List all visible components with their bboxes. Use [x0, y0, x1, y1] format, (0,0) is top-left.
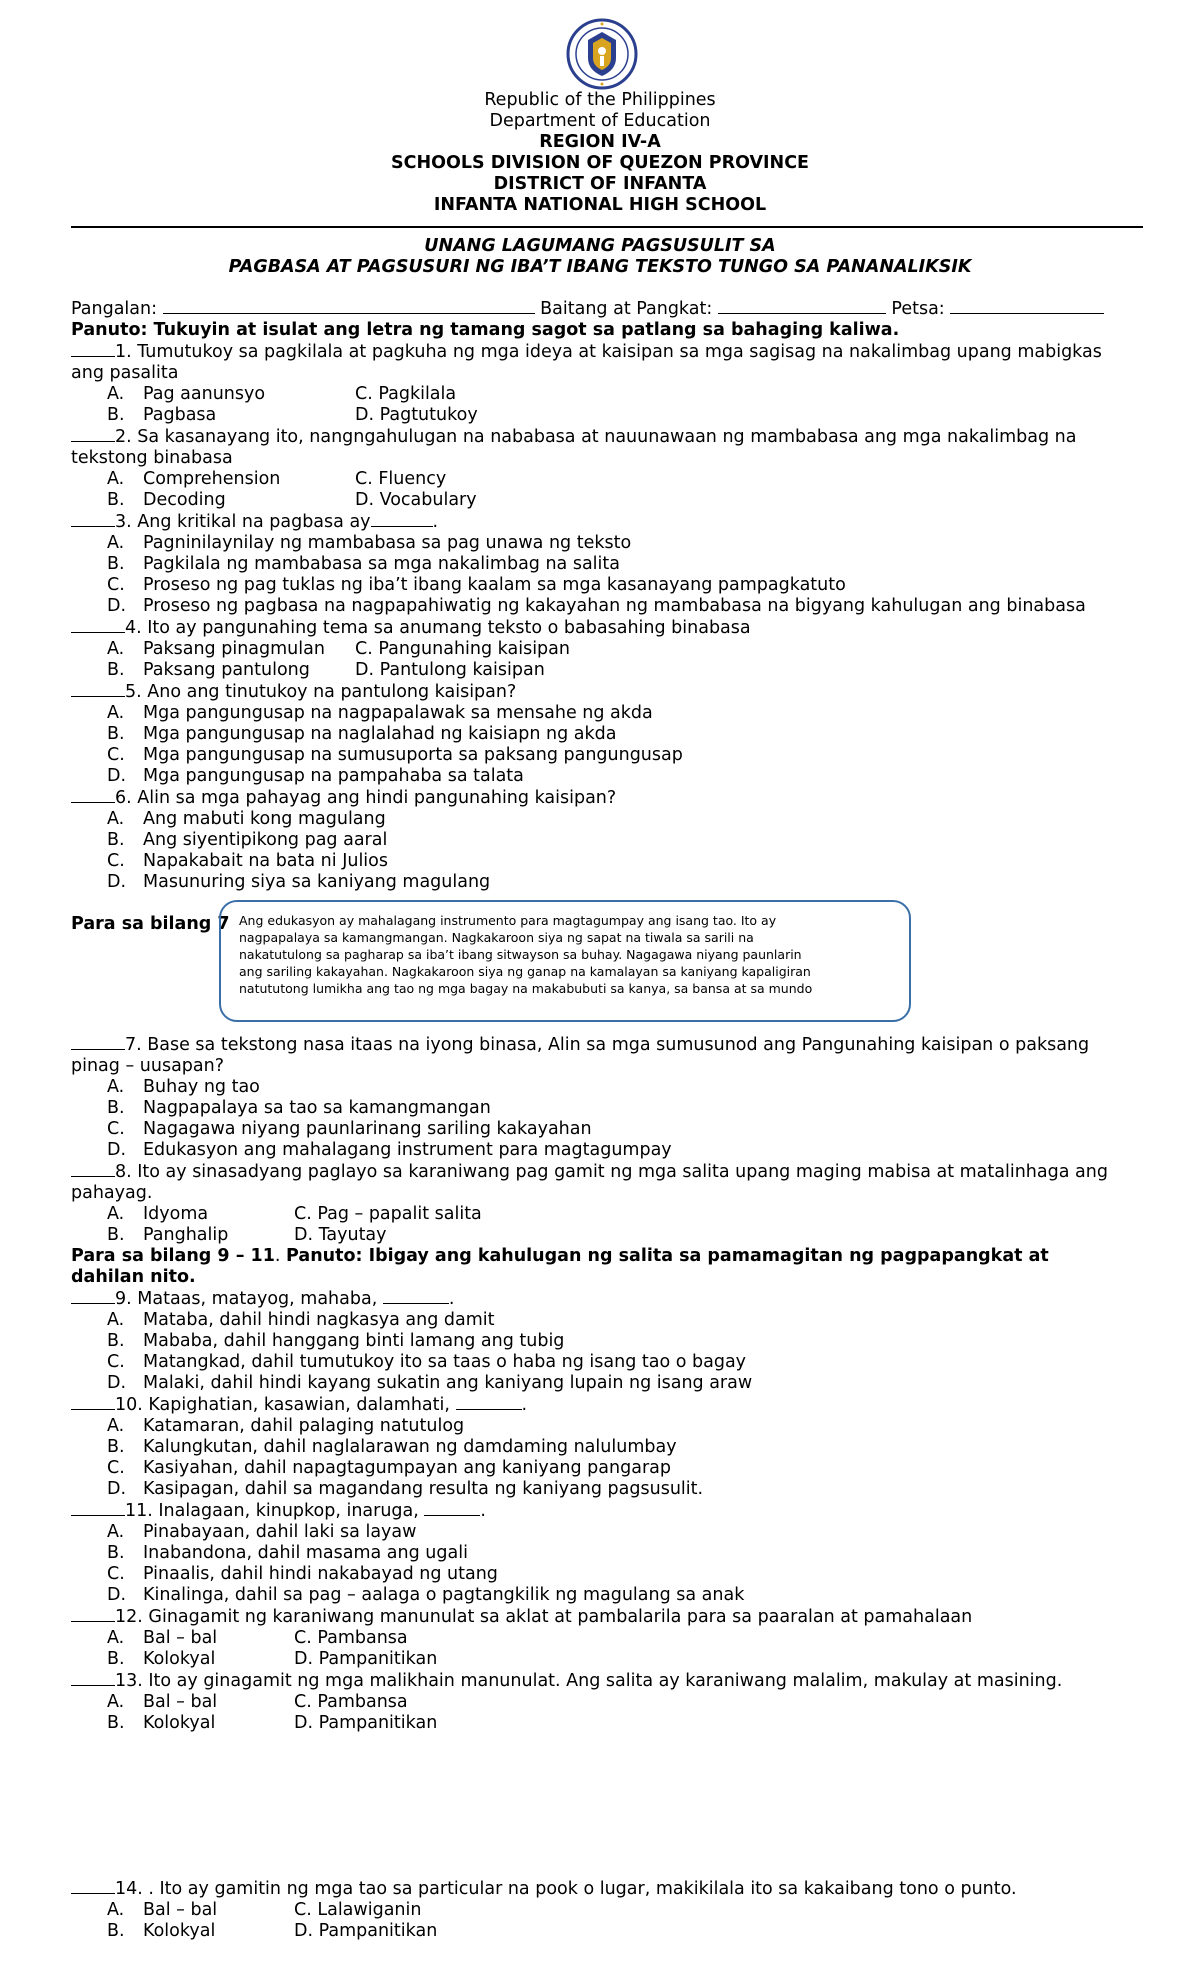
option-row [71, 1543, 1146, 1564]
option-letter: A. [107, 1628, 125, 1648]
option-row [71, 575, 1146, 596]
option-letter: C. [107, 745, 125, 765]
answer-blank-1[interactable] [71, 341, 115, 357]
header-division: SCHOOLS DIVISION OF QUEZON PROVINCE [391, 153, 809, 173]
question-13-text: 13. Ito ay ginagamit ng mga malikhain manunulat. Ang salita ay karaniwang malalim, makulay at masining. [115, 1671, 1063, 1691]
answer-blank-14[interactable] [71, 1878, 115, 1894]
question-12-text: 12. Ginagamit ng karaniwang manunulat sa aklat at pambalarila para sa paaralan at pamahalaan [115, 1607, 973, 1627]
option-d: Kasipagan, dahil sa magandang resulta ng kaniyang pagsusulit. [143, 1479, 704, 1499]
question-8 [71, 1161, 1146, 1183]
question-4-options-ac [71, 639, 1146, 660]
question-12-options-ac [71, 1628, 1146, 1649]
option-d: D. Vocabulary [355, 490, 477, 510]
option-row [71, 1140, 1146, 1161]
question-3-text: 3. Ang kritikal na pagbasa ay [115, 512, 371, 532]
option-letter: A. [107, 1077, 125, 1097]
option-row [71, 1522, 1146, 1543]
option-row [71, 1373, 1146, 1394]
passage-line: nagpapalaya sa kamangmangan. Nagkakaroon siya ng sapat na tiwala sa sarili na [239, 930, 754, 945]
option-row [71, 745, 1146, 766]
question-9-text: 9. Mataas, matayog, mahaba, [115, 1289, 378, 1309]
question-1-text-cont: ang pasalita [71, 363, 179, 383]
question-2-text-cont: tekstong binabasa [71, 448, 233, 468]
option-c: C. Pag – papalit salita [294, 1204, 482, 1224]
option-row [71, 1585, 1146, 1606]
option-b: Paksang pantulong [143, 660, 310, 680]
option-d: D. Pampanitikan [294, 1649, 438, 1669]
option-a: Pagninilaynilay ng mambabasa sa pag unawa ng teksto [143, 533, 632, 553]
option-row [71, 1098, 1146, 1119]
header-divider [71, 226, 1143, 228]
name-label: Pangalan: [71, 299, 157, 319]
option-letter: B. [107, 1543, 125, 1563]
option-letter: B. [107, 490, 125, 510]
school-header [0, 90, 1200, 216]
question-8-text-cont: pahayag. [71, 1183, 153, 1203]
option-letter: A. [107, 384, 125, 404]
option-letter: A. [107, 809, 125, 829]
question-13-options-ac [71, 1692, 1146, 1713]
option-row [71, 1331, 1146, 1352]
question-1-text: 1. Tumutukoy sa pagkilala at pagkuha ng mga ideya at kaisipan sa mga sagisag na nakalimbag upang mabigkas [115, 342, 1102, 362]
answer-blank-11[interactable] [71, 1500, 125, 1516]
option-a: Bal – bal [143, 1900, 218, 1920]
grade-label: Baitang at Pangkat: [540, 299, 713, 319]
question-13-options-bd [71, 1713, 1146, 1734]
option-d: Proseso ng pagbasa na nagpapahiwatig ng kakayahan ng mambabasa na bigyang kahulugan ang binabasa [143, 596, 1086, 616]
question-7 [71, 1034, 1146, 1056]
header-region: REGION IV-A [539, 132, 661, 152]
question-5-text: 5. Ano ang tinutukoy na pantulong kaisipan? [125, 682, 517, 702]
option-a: Pag aanunsyo [143, 384, 266, 404]
option-letter: C. [107, 1352, 125, 1372]
option-b: Pagbasa [143, 405, 217, 425]
option-c: C. Pagkilala [355, 384, 457, 404]
answer-blank-3[interactable] [71, 511, 115, 527]
header-school: INFANTA NATIONAL HIGH SCHOOL [433, 195, 767, 215]
option-letter: B. [107, 1713, 125, 1733]
header-department: Department of Education [489, 111, 711, 131]
deped-seal-icon [566, 18, 638, 90]
option-d: Kinalinga, dahil sa pag – aalaga o pagtangkilik ng magulang sa anak [143, 1585, 745, 1605]
option-letter: D. [107, 1373, 127, 1393]
question-3: 3. Ang kritikal na pagbasa ay . [71, 511, 1146, 533]
option-c: C. Pambansa [294, 1628, 408, 1648]
answer-blank-10[interactable] [71, 1394, 115, 1410]
answer-blank-5[interactable] [71, 681, 125, 697]
fill-blank-10[interactable] [456, 1394, 522, 1410]
option-d: D. Tayutay [294, 1225, 387, 1245]
answer-blank-6[interactable] [71, 787, 115, 803]
option-a: Mataba, dahil hindi nagkasya ang damit [143, 1310, 495, 1330]
option-c: Mga pangungusap na sumusuporta sa paksang pangungusap [143, 745, 683, 765]
exam-title [0, 236, 1200, 278]
question-14-options-bd [71, 1921, 1146, 1942]
option-d: Malaki, dahil hindi kayang sukatin ang kaniyang lupain ng isang araw [143, 1373, 753, 1393]
question-8-options-bd [71, 1225, 1146, 1246]
option-b: Kolokyal [143, 1713, 216, 1733]
option-b: Pagkilala ng mambabasa sa mga nakalimbag na salita [143, 554, 620, 574]
student-info-row [71, 298, 1146, 320]
question-13 [71, 1670, 1146, 1692]
fill-blank-11[interactable] [424, 1500, 480, 1516]
para-7-label: Para sa bilang 7 [71, 914, 230, 934]
answer-blank-9[interactable] [71, 1288, 115, 1304]
option-a: Pinabayaan, dahil laki sa layaw [143, 1522, 417, 1542]
option-c: Napakabait na bata ni Julios [143, 851, 388, 871]
option-row [71, 1437, 1146, 1458]
option-letter: B. [107, 1098, 125, 1118]
question-14-text: 14. . Ito ay gamitin ng mga tao sa particular na pook o lugar, makikilala ito sa kakaibang tono o punto. [115, 1879, 1017, 1899]
option-row [71, 1416, 1146, 1437]
option-a: Idyoma [143, 1204, 209, 1224]
option-c: Proseso ng pag tuklas ng iba’t ibang kaalam sa mga kasanayang pampagkatuto [143, 575, 846, 595]
question-10-text: 10. Kapighatian, kasawian, dalamhati, [115, 1395, 450, 1415]
question-4-options-bd [71, 660, 1146, 681]
option-a: Katamaran, dahil palaging natutulog [143, 1416, 465, 1436]
question-10: 10. Kapighatian, kasawian, dalamhati, . [71, 1394, 1146, 1416]
option-letter: B. [107, 1331, 125, 1351]
para-9-11-text: Panuto: Ibigay ang kahulugan ng salita sa pamamagitan ng pagpapangkat at [286, 1246, 1049, 1266]
option-letter: B. [107, 830, 125, 850]
question-4-text: 4. Ito ay pangunahing tema sa anumang teksto o babasahing binabasa [125, 618, 751, 638]
question-6-text: 6. Alin sa mga pahayag ang hindi pangunahing kaisipan? [115, 788, 617, 808]
option-row [71, 533, 1146, 554]
option-d: Mga pangungusap na pampahaba sa talata [143, 766, 524, 786]
question-1 [71, 341, 1146, 363]
option-letter: B. [107, 1921, 125, 1941]
option-d: D. Pampanitikan [294, 1713, 438, 1733]
question-14-options-ac [71, 1900, 1146, 1921]
option-letter: D. [107, 1140, 127, 1160]
option-letter: D. [107, 872, 127, 892]
option-a: Comprehension [143, 469, 281, 489]
question-2-text: 2. Sa kasanayang ito, nangngahulugan na nababasa at nauunawaan ng mambabasa ang mga nakalimbag na [115, 427, 1077, 447]
option-c: C. Lalawiganin [294, 1900, 422, 1920]
grade-field[interactable] [718, 298, 886, 314]
question-14 [71, 1878, 1146, 1900]
question-12-options-bd [71, 1649, 1146, 1670]
option-c: C. Pangunahing kaisipan [355, 639, 570, 659]
option-a: Buhay ng tao [143, 1077, 260, 1097]
date-field[interactable] [950, 298, 1104, 314]
option-letter: A. [107, 639, 125, 659]
answer-blank-13[interactable] [71, 1670, 115, 1686]
option-letter: A. [107, 1204, 125, 1224]
question-2-options-bd [71, 490, 1146, 511]
page-gap [71, 1734, 1146, 1878]
option-a: Bal – bal [143, 1692, 218, 1712]
option-d: D. Pampanitikan [294, 1921, 438, 1941]
option-letter: D. [107, 1479, 127, 1499]
header-district: DISTRICT OF INFANTA [493, 174, 707, 194]
option-letter: B. [107, 1649, 125, 1669]
exam-content [71, 298, 1146, 1942]
fill-blank-9[interactable] [383, 1288, 449, 1304]
option-letter: D. [107, 766, 127, 786]
para-9-11-separator: . [274, 1246, 287, 1266]
exam-title-line1: UNANG LAGUMANG PAGSUSULIT SA [424, 236, 776, 256]
option-a: Ang mabuti kong magulang [143, 809, 386, 829]
para-9-11-instructions [71, 1246, 1146, 1267]
question-8-options-ac [71, 1204, 1146, 1225]
passage-line: nakatutulong sa pagharap sa iba’t ibang sitwayson sa buhay. Nagagawa niyang paunlarin [239, 947, 802, 962]
reading-passage-box [219, 900, 911, 1022]
option-letter: A. [107, 1900, 125, 1920]
option-row [71, 809, 1146, 830]
exam-title-line2: PAGBASA AT PAGSUSURI NG IBA’T IBANG TEKSTO TUNGO SA PANANALIKSIK [228, 257, 972, 277]
answer-blank-2[interactable] [71, 426, 115, 442]
question-6 [71, 787, 1146, 809]
para-9-11-instructions-cont: dahilan nito. [71, 1267, 196, 1287]
option-letter: B. [107, 660, 125, 680]
option-letter: B. [107, 724, 125, 744]
question-7-text-cont: pinag – uusapan? [71, 1056, 225, 1076]
option-b: Decoding [143, 490, 226, 510]
option-b: Inabandona, dahil masama ang ugali [143, 1543, 468, 1563]
option-row [71, 724, 1146, 745]
option-d: Masunuring siya sa kaniyang magulang [143, 872, 491, 892]
option-b: Mga pangungusap na naglalahad ng kaisiapn ng akda [143, 724, 617, 744]
option-letter: C. [107, 1119, 125, 1139]
option-row [71, 1479, 1146, 1500]
option-letter: A. [107, 1522, 125, 1542]
question-4 [71, 617, 1146, 639]
question-11: 11. Inalagaan, kinupkop, inaruga, . [71, 1500, 1146, 1522]
option-b: Mababa, dahil hanggang binti lamang ang tubig [143, 1331, 565, 1351]
option-letter: D. [107, 596, 127, 616]
option-c: Nagagawa niyang paunlarinang sariling kakayahan [143, 1119, 592, 1139]
question-2 [71, 426, 1146, 448]
option-letter: C. [107, 851, 125, 871]
option-b: Kolokyal [143, 1649, 216, 1669]
question-5 [71, 681, 1146, 703]
option-d: D. Pantulong kaisipan [355, 660, 545, 680]
option-a: Mga pangungusap na nagpapalawak sa mensahe ng akda [143, 703, 653, 723]
option-letter: D. [107, 1585, 127, 1605]
date-label: Petsa: [891, 299, 945, 319]
option-row [71, 1458, 1146, 1479]
option-row [71, 766, 1146, 787]
option-row [71, 596, 1146, 617]
question-12 [71, 1606, 1146, 1628]
option-row [71, 1077, 1146, 1098]
option-letter: C. [107, 1458, 125, 1478]
option-row [71, 1119, 1146, 1140]
option-d: D. Pagtutukoy [355, 405, 478, 425]
fill-blank-3[interactable] [371, 511, 433, 527]
option-row [71, 872, 1146, 893]
instructions: Panuto: Tukuyin at isulat ang letra ng tamang sagot sa patlang sa bahaging kaliwa. [71, 320, 900, 340]
option-b: Nagpapalaya sa tao sa kamangmangan [143, 1098, 491, 1118]
option-row [71, 703, 1146, 724]
option-row [71, 554, 1146, 575]
answer-blank-8[interactable] [71, 1161, 115, 1177]
option-letter: C. [107, 575, 125, 595]
option-letter: A. [107, 1692, 125, 1712]
option-a: Bal – bal [143, 1628, 218, 1648]
option-row [71, 1352, 1146, 1373]
option-c: Kasiyahan, dahil napagtagumpayan ang kaniyang pangarap [143, 1458, 671, 1478]
option-b: Kolokyal [143, 1921, 216, 1941]
option-c: C. Pambansa [294, 1692, 408, 1712]
option-letter: B. [107, 1437, 125, 1457]
option-row [71, 1310, 1146, 1331]
question-1-options-ac [71, 384, 1146, 405]
name-field[interactable] [163, 298, 535, 314]
option-b: Panghalip [143, 1225, 229, 1245]
option-letter: B. [107, 554, 125, 574]
answer-blank-7[interactable] [71, 1034, 125, 1050]
question-11-text: 11. Inalagaan, kinupkop, inaruga, [125, 1501, 419, 1521]
passage-line: natututong lumikha ang tao ng mga bagay na makabubuti sa kanya, sa bansa at sa mundo [239, 981, 813, 996]
question-9: 9. Mataas, matayog, mahaba, . [71, 1288, 1146, 1310]
option-c: C. Fluency [355, 469, 447, 489]
header-republic: Republic of the Philippines [484, 90, 716, 110]
option-letter: A. [107, 1416, 125, 1436]
option-row [71, 1564, 1146, 1585]
para-9-11-lead: Para sa bilang 9 – 11 [71, 1246, 275, 1266]
option-letter: B. [107, 405, 125, 425]
option-b: Kalungkutan, dahil naglalarawan ng damdaming nalulumbay [143, 1437, 677, 1457]
option-d: Edukasyon ang mahalagang instrument para magtagumpay [143, 1140, 672, 1160]
option-letter: A. [107, 703, 125, 723]
option-row [71, 830, 1146, 851]
question-8-text: 8. Ito ay sinasadyang paglayo sa karaniwang pag gamit ng mga salita upang maging mabisa at matalinhaga ang [115, 1162, 1108, 1182]
passage-line: Ang edukasyon ay mahalagang instrumento para magtagumpay ang isang tao. Ito ay [239, 913, 777, 928]
option-b: Ang siyentipikong pag aaral [143, 830, 388, 850]
answer-blank-4[interactable] [71, 617, 125, 633]
option-a: Paksang pinagmulan [143, 639, 325, 659]
answer-blank-12[interactable] [71, 1606, 115, 1622]
passage-line: ang sariling kakayahan. Nagkakaroon siya ng ganap na kamalayan sa kaniyang kapaligiran [239, 964, 811, 979]
option-c: Matangkad, dahil tumutukoy ito sa taas o haba ng isang tao o bagay [143, 1352, 747, 1372]
option-row [71, 851, 1146, 872]
option-letter: A. [107, 469, 125, 489]
option-c: Pinaalis, dahil hindi nakabayad ng utang [143, 1564, 498, 1584]
question-2-options-ac [71, 469, 1146, 490]
question-1-options-bd [71, 405, 1146, 426]
question-7-text: 7. Base sa tekstong nasa itaas na iyong binasa, Alin sa mga sumusunod ang Pangunahing kaisipan o paksang [125, 1035, 1090, 1055]
option-letter: A. [107, 533, 125, 553]
option-letter: A. [107, 1310, 125, 1330]
option-letter: B. [107, 1225, 125, 1245]
option-letter: C. [107, 1564, 125, 1584]
